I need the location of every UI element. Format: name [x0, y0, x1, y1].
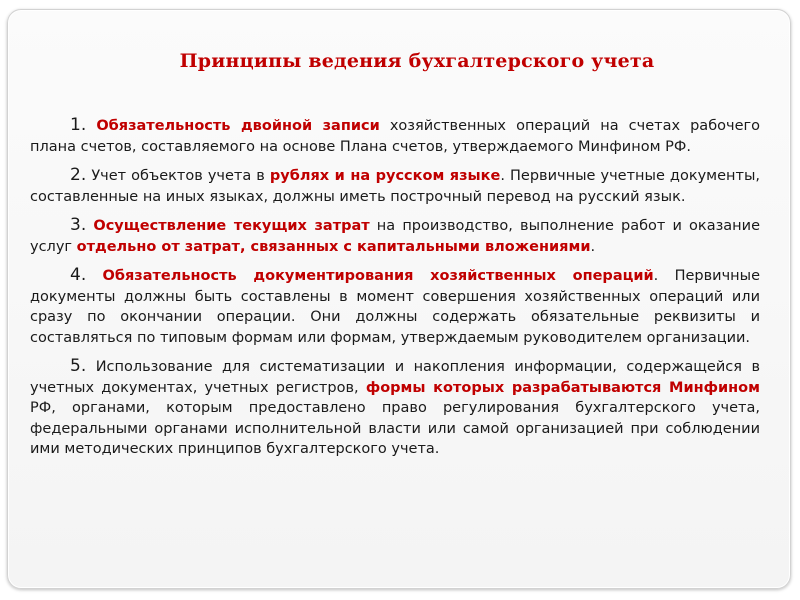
item-text: . Первичные учетные документы, составленные на иных языках, должны иметь построчный перевод на русский язык.: [30, 168, 761, 205]
item-text: хозяйственных операций на счетах рабочего плана счетов, составляемого на основе Плана счетов, утверждаемого Минфином РФ.: [30, 118, 760, 155]
principles-list: [30, 115, 760, 468]
item-highlight: Обязательность документирования хозяйственных операций: [102, 268, 654, 284]
principle-item-2: [30, 165, 760, 207]
item-text: РФ, органами, которым предоставлено право регулирования бухгалтерского учета, федеральными органами исполнительной власти или самой организацией при соблюдении ими методических принципов бухгалтерского учета.: [30, 400, 760, 457]
item-text: Использование для систематизации и накопления информации, содержащейся в учетных документах, учетных регистров,: [30, 359, 760, 396]
item-number: 3.: [70, 215, 87, 235]
item-highlight: формы которых разрабатываются Минфином: [365, 379, 760, 396]
item-text: .: [590, 238, 596, 255]
item-number: 4.: [70, 265, 87, 285]
item-number: 2.: [70, 165, 87, 185]
item-number: 1.: [70, 115, 87, 135]
item-text: на производство, выполнение работ и оказание услуг: [30, 218, 760, 255]
principle-item-4: [30, 265, 760, 348]
item-highlight: Обязательность двойной записи: [96, 118, 380, 134]
item-text: . Первичные документы должны быть составлены в момент совершения хозяйственных операций или сразу по окончании операции. Они должны содержать обязательные реквизиты и составляться по типовым формам или формам, утверждаемым руководителем организации.: [30, 268, 760, 346]
principle-item-3: [30, 215, 760, 257]
slide-title: Принципы ведения бухгалтерского учета: [179, 50, 655, 72]
item-highlight: рублях и на русском языке: [269, 168, 501, 184]
principle-item-1: [30, 115, 760, 157]
principle-item-5: [30, 356, 760, 460]
item-highlight: отдельно от затрат, связанных с капитальными вложениями: [76, 238, 591, 255]
item-text: Учет объектов учета в: [91, 168, 270, 184]
item-highlight: Осуществление текущих затрат: [93, 218, 370, 234]
item-number: 5.: [70, 356, 87, 376]
